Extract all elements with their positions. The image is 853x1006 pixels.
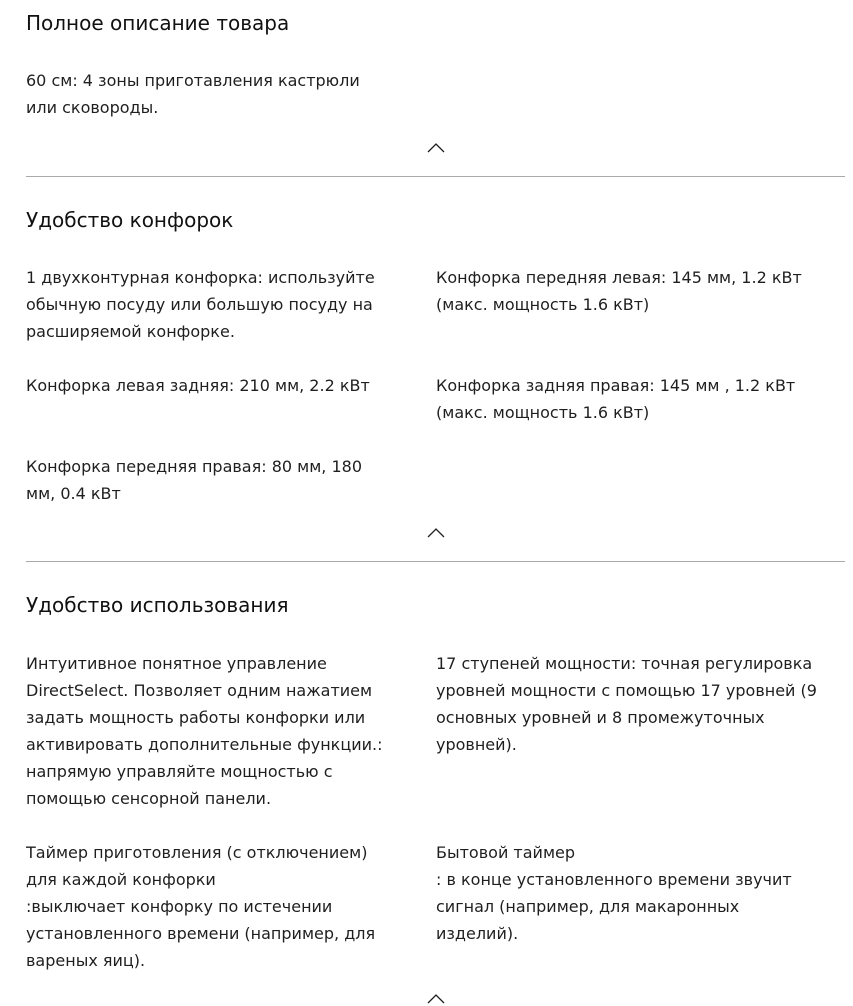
collapse-button[interactable]	[426, 141, 446, 155]
section-content	[26, 264, 845, 507]
feature-text: Конфорка задняя правая: 145 мм , 1.2 кВт (макс. мощность 1.6 кВт)	[436, 376, 796, 422]
collapse-button[interactable]	[426, 526, 446, 540]
chevron-up-icon	[426, 141, 446, 155]
feature-text: 1 двухконтурная конфорка: используйте обычную посуду или большую посуду на расширяемой конфорке.	[26, 268, 375, 341]
chevron-up-icon	[426, 526, 446, 540]
feature-text: Конфорка левая задняя: 210 мм, 2.2 кВт	[26, 376, 370, 395]
collapse-button[interactable]	[426, 992, 446, 1006]
feature-text: 60 см: 4 зоны приготавления кастрюли или сковороды.	[26, 71, 360, 117]
section-title: Полное описание товара	[26, 11, 290, 35]
feature-text: Таймер приготовления (с отключением) для каждой конфорки :выключает конфорку по истечении установленного времени (например, для вареных яиц).	[26, 843, 376, 970]
section-content	[26, 67, 845, 121]
section-divider	[26, 561, 845, 562]
feature-text: Интуитивное понятное управление DirectSelect. Позволяет одним нажатием задать мощность работы конфорки или активировать дополнительные функции.: напрямую управляйте мощностью с помощью сенсорной панели.	[26, 654, 383, 808]
section-content	[26, 650, 845, 974]
feature-text: Бытовой таймер : в конце установленного времени звучит сигнал (например, для макаронных изделий).	[436, 843, 792, 943]
feature-text: Конфорка передняя левая: 145 мм, 1.2 кВт (макс. мощность 1.6 кВт)	[436, 268, 802, 314]
feature-text: Конфорка передняя правая: 80 мм, 180 мм, 0.4 кВт	[26, 457, 363, 503]
chevron-up-icon	[426, 992, 446, 1006]
section-title: Удобство конфорок	[26, 208, 234, 232]
section-title: Удобство использования	[26, 593, 289, 617]
section-divider	[26, 176, 845, 177]
feature-text: 17 ступеней мощности: точная регулировка уровней мощности с помощью 17 уровней (9 основных уровней и 8 промежуточных уровней).	[436, 654, 817, 754]
